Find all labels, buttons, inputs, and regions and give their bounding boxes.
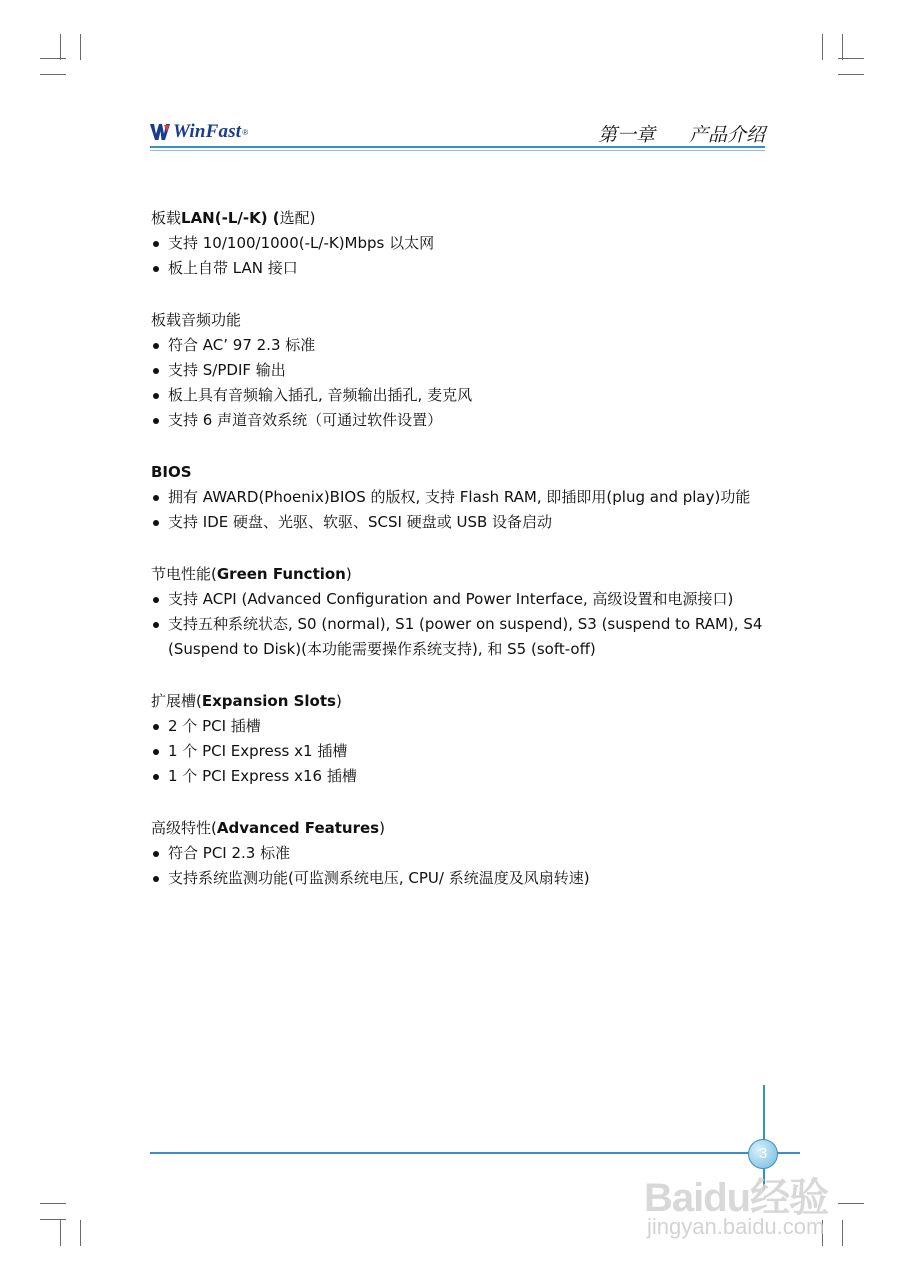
crop-mark — [842, 34, 843, 60]
feature-item: 支持 10/100/1000(-L/-K)Mbps 以太网 — [151, 231, 771, 256]
feature-item: 拥有 AWARD(Phoenix)BIOS 的版权, 支持 Flash RAM, 即插即用(plug and play)功能 — [151, 485, 771, 510]
feature-item: 板上自带 LAN 接口 — [151, 256, 771, 281]
spec-section — [151, 815, 771, 891]
feature-item: 2 个 PCI 插槽 — [151, 714, 771, 739]
section-title — [151, 815, 771, 841]
section-title — [151, 307, 771, 333]
section-title — [151, 688, 771, 714]
section-title — [151, 459, 771, 485]
crop-mark — [80, 1220, 81, 1246]
crop-mark — [838, 74, 864, 75]
section-title-part: Green Function — [216, 565, 346, 583]
feature-item: 支持 S/PDIF 输出 — [151, 358, 771, 383]
crop-mark — [822, 34, 823, 60]
crop-mark — [838, 58, 864, 59]
winfast-logo — [150, 121, 248, 143]
winfast-w-icon — [150, 123, 170, 141]
feature-item: 1 个 PCI Express x16 插槽 — [151, 764, 771, 789]
section-title-part: 板载 — [151, 209, 182, 227]
feature-item: 支持 IDE 硬盘、光驱、软驱、SCSI 硬盘或 USB 设备启动 — [151, 510, 771, 535]
feature-item: 符合 PCI 2.3 标准 — [151, 841, 771, 866]
page-header — [150, 118, 765, 154]
section-title-part: BIOS — [151, 463, 192, 481]
feature-item: 支持五种系统状态, S0 (normal), S1 (power on suspend), S3 (suspend to RAM), S4 (Suspend to Disk)(本功能需要操作系统支持), 和 S5 (soft-off) — [151, 612, 771, 662]
crop-mark — [842, 1220, 843, 1246]
crop-mark — [60, 1220, 61, 1246]
section-title-part: Advanced Features — [216, 819, 380, 837]
section-title-part: 板载音频功能 — [151, 311, 242, 329]
feature-item: 符合 AC’ 97 2.3 标准 — [151, 333, 771, 358]
crop-mark — [40, 1203, 66, 1204]
section-title-part: ) — [345, 565, 352, 583]
spec-content — [151, 205, 771, 917]
section-title-part: ) — [379, 819, 385, 837]
crop-mark — [838, 1203, 864, 1204]
chapter-heading — [598, 120, 765, 147]
chapter-title: 产品介绍 — [688, 124, 765, 146]
header-rule — [150, 146, 765, 148]
header-rule-thin — [150, 150, 765, 151]
crop-mark — [40, 58, 66, 59]
feature-list — [151, 485, 771, 535]
section-title — [151, 561, 771, 587]
feature-list — [151, 587, 771, 662]
watermark-logo: Baidu经验 — [644, 1176, 829, 1220]
section-title-part: Expansion Slots — [201, 692, 336, 710]
feature-list — [151, 841, 771, 891]
spec-section — [151, 205, 771, 281]
crop-mark — [80, 34, 81, 60]
feature-list — [151, 333, 771, 433]
section-title — [151, 205, 771, 231]
brand-name: WinFast — [173, 121, 242, 142]
section-title-part: 节电性能( — [151, 565, 217, 583]
feature-item: 1 个 PCI Express x1 插槽 — [151, 739, 771, 764]
crop-mark — [40, 74, 66, 75]
feature-item: 板上具有音频输入插孔, 音频输出插孔, 麦克风 — [151, 383, 771, 408]
section-title-part: ) — [335, 692, 342, 710]
spec-section — [151, 459, 771, 535]
page-number: 3 — [748, 1139, 778, 1169]
crop-mark — [822, 1220, 823, 1246]
spec-section — [151, 688, 771, 789]
crop-mark — [40, 1219, 66, 1220]
watermark-url: jingyan.baidu.com — [647, 1214, 825, 1239]
feature-item: 支持 ACPI (Advanced Configuration and Power Interface, 高级设置和电源接口) — [151, 587, 771, 612]
footer-vertical-rule — [763, 1085, 765, 1190]
feature-item: 支持系统监测功能(可监测系统电压, CPU/ 系统温度及风扇转速) — [151, 866, 771, 891]
registered-mark: ® — [242, 127, 249, 137]
footer-rule — [150, 1152, 800, 1154]
feature-list — [151, 231, 771, 281]
section-title-part: 选配) — [279, 209, 316, 227]
feature-list — [151, 714, 771, 789]
spec-section — [151, 561, 771, 662]
section-title-part: 扩展槽( — [151, 692, 202, 710]
feature-item: 支持 6 声道音效系统（可通过软件设置） — [151, 408, 771, 433]
crop-mark — [60, 34, 61, 60]
section-title-part: 高级特性( — [151, 819, 217, 837]
section-title-part: LAN(-L/-K) ( — [181, 209, 280, 227]
chapter-number: 第一章 — [597, 124, 655, 146]
spec-section — [151, 307, 771, 433]
